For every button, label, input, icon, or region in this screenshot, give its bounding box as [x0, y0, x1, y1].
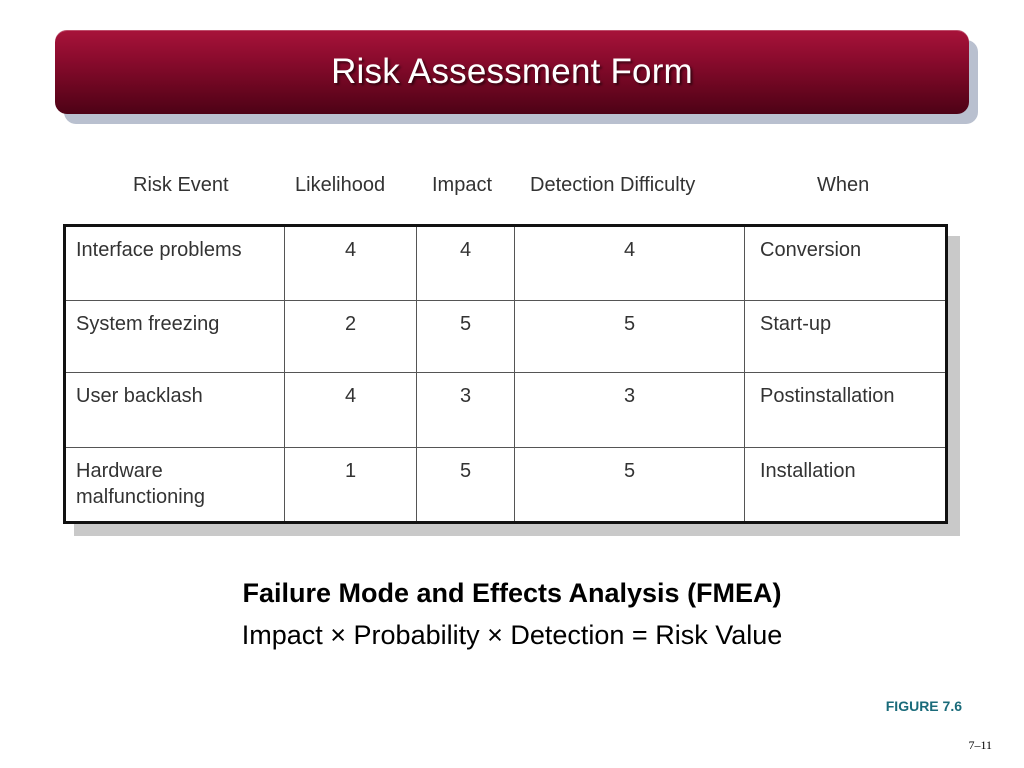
risk-event-cell: System freezing: [65, 300, 285, 373]
column-header-risk-event: Risk Event: [133, 174, 229, 196]
table-row: [65, 373, 947, 448]
table-row: [65, 226, 947, 301]
figure-label: FIGURE 7.6: [885, 698, 962, 714]
when-cell: Postinstallation: [745, 373, 947, 448]
when-cell: Conversion: [745, 226, 947, 301]
likelihood-cell: 4: [285, 226, 417, 301]
impact-cell: 4: [417, 226, 515, 301]
risk-table: [63, 224, 948, 524]
when-cell: Start-up: [745, 300, 947, 373]
caption-heading: Failure Mode and Effects Analysis (FMEA): [242, 578, 782, 608]
risk-table-container: [63, 224, 945, 524]
column-header-impact: Impact: [432, 174, 493, 196]
likelihood-cell: 1: [285, 448, 417, 523]
detection-cell: 5: [515, 300, 745, 373]
detection-cell: 4: [515, 226, 745, 301]
impact-cell: 3: [417, 373, 515, 448]
table-row: [65, 300, 947, 373]
risk-event-cell: Hardware malfunctioning: [65, 448, 285, 523]
page-number: 7–11: [968, 738, 992, 752]
column-header-when: When: [817, 174, 870, 196]
column-header-detection-difficulty: Detection Difficulty: [530, 174, 696, 196]
likelihood-cell: 4: [285, 373, 417, 448]
risk-event-cell: User backlash: [65, 373, 285, 448]
impact-cell: 5: [417, 300, 515, 373]
table-row: [65, 448, 947, 523]
column-header-likelihood: Likelihood: [295, 174, 386, 196]
detection-cell: 3: [515, 373, 745, 448]
caption-formula: Impact × Probability × Detection = Risk Value: [241, 620, 783, 650]
slide-title: Risk Assessment Form: [331, 52, 693, 91]
title-banner: [55, 30, 969, 114]
likelihood-cell: 2: [285, 300, 417, 373]
when-cell: Installation: [745, 448, 947, 523]
risk-event-cell: Interface problems: [65, 226, 285, 301]
detection-cell: 5: [515, 448, 745, 523]
impact-cell: 5: [417, 448, 515, 523]
